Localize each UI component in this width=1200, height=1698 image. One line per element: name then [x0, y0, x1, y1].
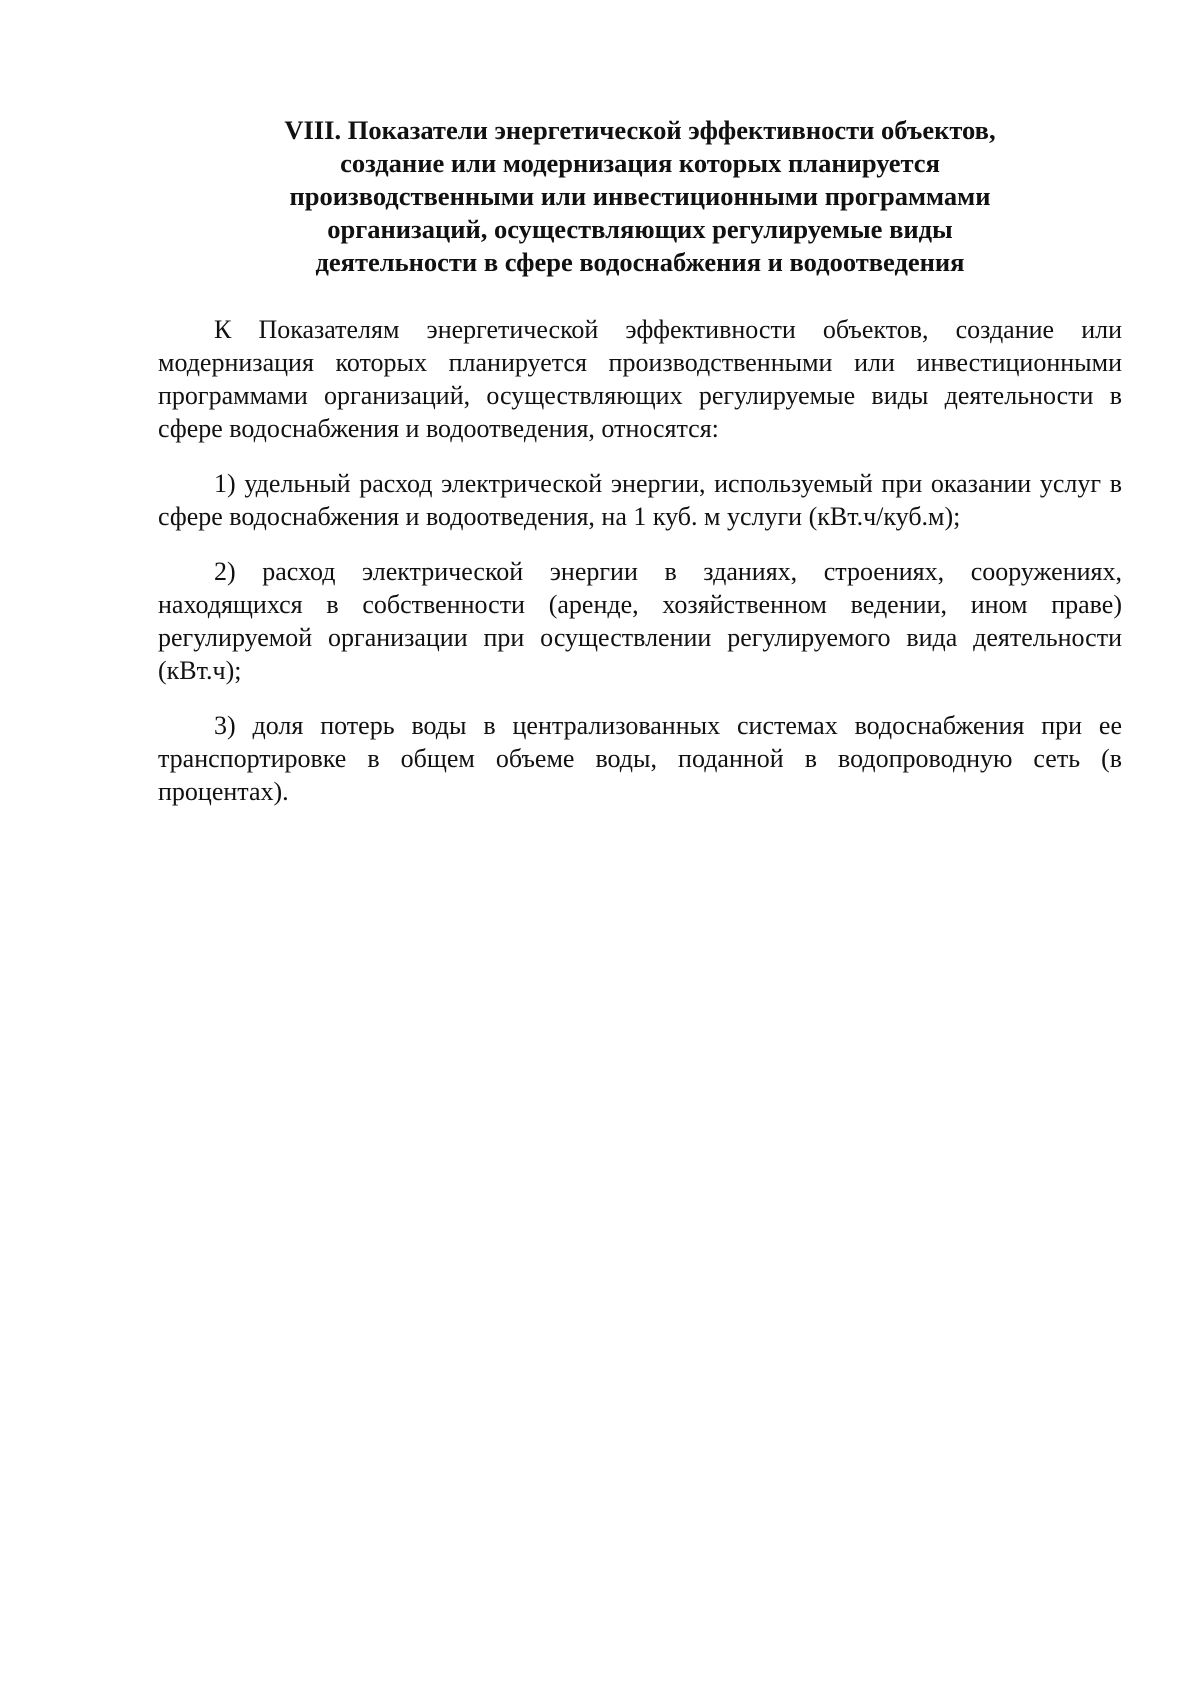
section-title-line-2: создание или модернизация которых планируется: [340, 148, 940, 178]
intro-paragraph: К Показателям энергетической эффективности объектов, создание или модернизация которых планируется производственными или инвестиционными программами организаций, осуществляющих регулируемые виды деятельности в сфере водоснабжения и водоотведения, относятся:: [158, 315, 1122, 443]
section-title-line-3: производственными или инвестиционными программами: [289, 181, 991, 211]
section-title: [230, 114, 1050, 279]
list-item-3: 3) доля потерь воды в централизованных системах водоснабжения при ее транспортировке в общем объеме воды, поданной в водопроводную сеть (в процентах).: [158, 711, 1122, 806]
section-title-line-4: организаций, осуществляющих регулируемые виды: [327, 214, 953, 244]
list-item-2: 2) расход электрической энергии в зданиях, строениях, сооружениях, находящихся в собственности (аренде, хозяйственном ведении, ином праве) регулируемой организации при осуществлении регулируемого вида деятельности (кВт.ч);: [158, 557, 1122, 685]
section-title-line-5: деятельности в сфере водоснабжения и водоотведения: [315, 247, 965, 277]
document-body: [158, 114, 1122, 808]
list-item-1: 1) удельный расход электрической энергии, используемый при оказании услуг в сфере водоснабжения и водоотведения, на 1 куб. м услуги (кВт.ч/куб.м);: [158, 469, 1122, 531]
section-title-line-1: VIII. Показатели энергетической эффективности объектов,: [284, 115, 996, 145]
